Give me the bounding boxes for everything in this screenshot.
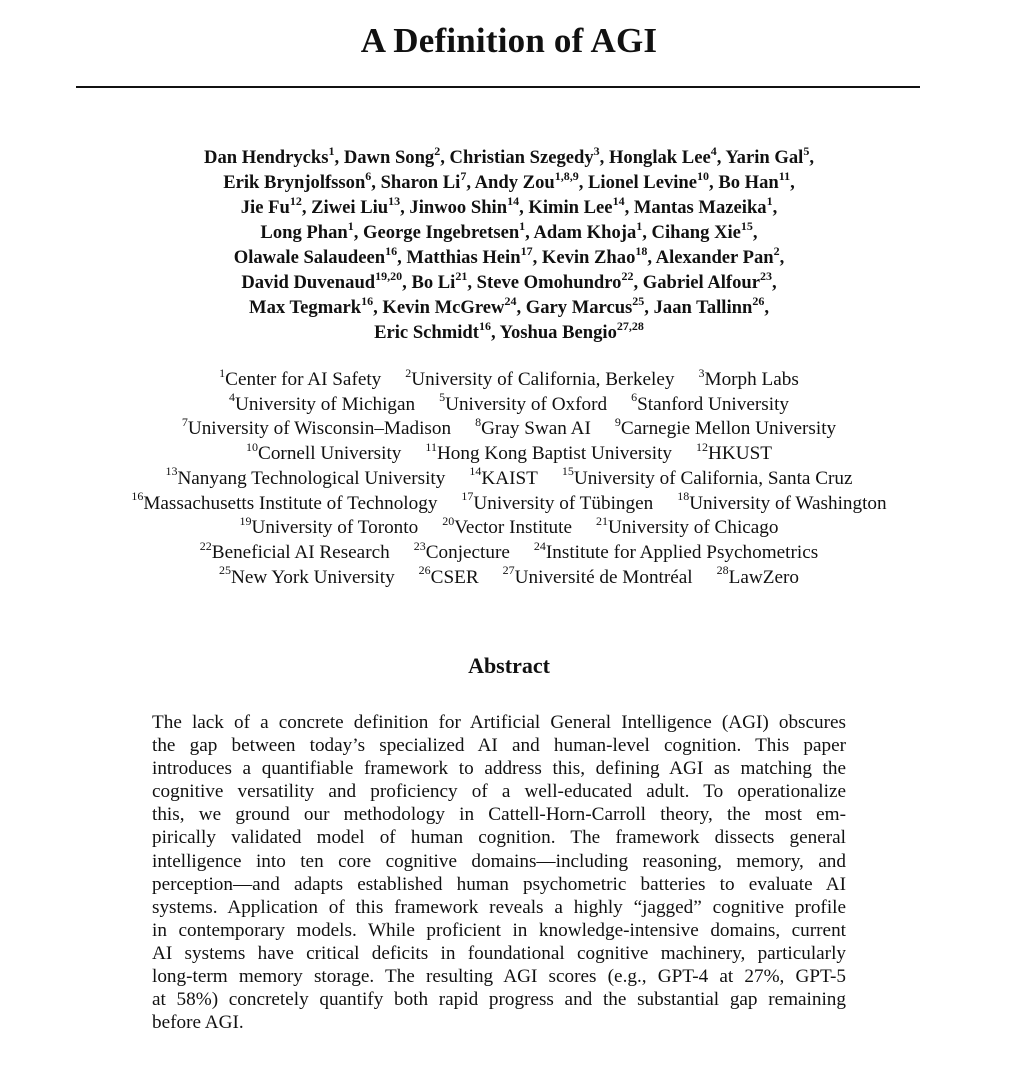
author	[499, 318, 644, 343]
author-name: Erik Brynjolfsson	[223, 172, 366, 193]
author-name: Bo Li	[411, 272, 456, 293]
author	[528, 193, 634, 218]
author-name: Cihang Xie	[651, 222, 741, 243]
author-affiliation-mark: 19,20	[375, 268, 403, 283]
author-name: Kevin McGrew	[382, 297, 505, 318]
affiliation-number: 16	[131, 489, 144, 504]
author-separator: ,	[397, 247, 407, 268]
author	[249, 293, 383, 318]
author-affiliation-mark: 1,8,9	[554, 168, 579, 183]
author-line	[60, 220, 958, 245]
author-name: George Ingebretsen	[363, 222, 520, 243]
author-name: Gary Marcus	[525, 297, 633, 318]
affiliation-number: 2	[405, 365, 412, 380]
affiliation-number: 25	[219, 563, 232, 578]
author	[525, 293, 654, 318]
author-name: Lionel Levine	[588, 172, 698, 193]
author-affiliation-mark: 12	[289, 193, 302, 208]
affiliation-number: 22	[199, 538, 212, 553]
affiliation-number: 24	[533, 538, 546, 553]
affiliation	[677, 489, 887, 514]
author-name: Bo Han	[718, 172, 779, 193]
affiliation	[425, 439, 672, 465]
affiliation	[475, 415, 591, 440]
abstract-line: this, we ground our methodology in Cattell-Horn-Carroll theory, the most em-	[152, 804, 846, 826]
affiliation-line	[0, 417, 1018, 442]
author	[241, 268, 412, 293]
affiliation-number: 5	[439, 390, 446, 405]
author-separator: ,	[633, 272, 643, 293]
author	[260, 218, 364, 243]
author-separator: ,	[400, 197, 410, 218]
author-name: Dawn Song	[343, 147, 435, 168]
affiliation	[413, 538, 510, 563]
affiliation-name: University of Chicago	[607, 517, 779, 539]
affiliation-number: 18	[677, 489, 690, 504]
author-separator: ,	[334, 147, 344, 168]
author-line	[60, 245, 958, 270]
affiliation-number: 23	[413, 538, 426, 553]
affiliation-name: Beneficial AI Research	[211, 541, 390, 563]
author-affiliation-mark: 13	[388, 193, 401, 208]
affiliation-number: 8	[475, 415, 482, 430]
affiliation	[698, 365, 799, 390]
affiliation	[405, 365, 675, 390]
affiliation-number: 17	[461, 489, 474, 504]
affiliation-number: 27	[502, 563, 515, 578]
author-name: Matthias Hein	[406, 247, 521, 268]
author-affiliation-mark: 23	[760, 268, 773, 283]
affiliation-name: University of California, Santa Cruz	[573, 467, 853, 489]
author-affiliation-mark: 16	[385, 243, 398, 258]
affiliation-line	[0, 464, 1018, 492]
affiliation-line	[0, 563, 1018, 591]
author-name: Max Tegmark	[249, 297, 362, 318]
author-separator: ,	[772, 272, 777, 293]
affiliation	[239, 513, 419, 539]
affiliation	[469, 464, 538, 489]
author	[343, 143, 450, 168]
affiliation-line	[0, 513, 1018, 541]
affiliation-line	[0, 365, 1018, 393]
author-name: Sharon Li	[380, 172, 461, 193]
abstract-line: intelligence into ten core cognitive domains—including reasoning, memory, and	[152, 850, 846, 872]
abstract-line: The lack of a concrete definition for Artificial General Intelligence (AGI) obscures	[152, 712, 846, 733]
affiliation	[219, 365, 382, 390]
affiliation-name: Carnegie Mellon University	[620, 418, 837, 440]
author-separator: ,	[578, 172, 589, 193]
affiliation-number: 28	[716, 563, 729, 578]
author	[725, 143, 814, 168]
author-name: Steve Omohundro	[476, 272, 622, 293]
author-affiliation-mark: 14	[507, 193, 520, 208]
author-separator: ,	[644, 297, 654, 318]
author-separator: ,	[516, 297, 526, 318]
author-affiliation-mark: 2	[773, 243, 780, 258]
affiliation	[219, 563, 395, 588]
affiliation-number: 20	[442, 513, 455, 528]
author-separator: ,	[353, 222, 364, 243]
author-name: Ziwei Liu	[311, 197, 389, 218]
author-separator: ,	[809, 147, 814, 168]
author-name: Gabriel Alfour	[642, 272, 761, 293]
author	[380, 168, 475, 193]
author-separator: ,	[779, 247, 785, 268]
affiliation	[461, 489, 654, 514]
author	[642, 268, 777, 293]
author-affiliation-mark: 1	[328, 143, 335, 158]
affiliation-name: Hong Kong Baptist University	[436, 443, 672, 465]
author-name: Honglak Lee	[608, 147, 711, 168]
affiliation	[442, 513, 572, 539]
affiliation	[246, 439, 402, 465]
author-separator: ,	[525, 222, 534, 243]
affiliation-number: 19	[239, 513, 252, 528]
author-name: Olawale Salaudeen	[233, 247, 386, 268]
author-affiliation-mark: 4	[710, 143, 717, 158]
affiliation-name: LawZero	[728, 566, 799, 588]
affiliation-name: University of Michigan	[234, 393, 416, 415]
affiliation-number: 14	[469, 464, 482, 479]
author-affiliation-mark: 3	[593, 143, 600, 158]
affiliation	[165, 464, 446, 489]
affiliation-line	[0, 538, 1018, 566]
author-name: Jinwoo Shin	[409, 197, 508, 218]
author-name: David Duvenaud	[241, 272, 376, 293]
author-line	[60, 170, 958, 195]
author-affiliation-mark: 21	[455, 268, 468, 283]
affiliation	[418, 563, 479, 588]
affiliation-number: 21	[595, 513, 608, 528]
abstract-line: systems. Application of this framework reveals a highly “jagged” cognitive profile	[152, 896, 846, 918]
author-name: Andy Zou	[474, 172, 555, 193]
author-list	[60, 145, 958, 345]
title-rule	[76, 86, 920, 88]
affiliation-name: Stanford University	[637, 393, 789, 415]
author-line	[60, 320, 958, 345]
affiliation-line	[0, 390, 1018, 418]
author-separator: ,	[402, 272, 412, 293]
author	[474, 168, 589, 193]
affiliation	[199, 538, 390, 563]
author	[608, 143, 726, 168]
abstract-line: perception—and adapts established human psychometric batteries to evaluate AI	[152, 873, 846, 895]
abstract-heading: Abstract	[468, 653, 550, 678]
author	[449, 143, 609, 168]
author	[409, 193, 529, 218]
affiliation-name: University of Wisconsin–Madison	[187, 418, 452, 440]
author	[233, 243, 407, 268]
author	[533, 218, 652, 243]
affiliation-name: Massachusetts Institute of Technology	[143, 492, 438, 514]
author-name: Kimin Lee	[528, 197, 613, 218]
author	[633, 193, 778, 218]
author-separator: ,	[764, 297, 769, 318]
affiliation-number: 9	[614, 415, 621, 430]
affiliation-number: 10	[246, 439, 259, 454]
author-affiliation-mark: 22	[621, 268, 634, 283]
affiliation-number: 15	[561, 464, 574, 479]
author-separator: ,	[373, 297, 383, 318]
affiliation-line	[0, 439, 1018, 467]
affiliation-number: 11	[425, 439, 437, 454]
author	[363, 218, 534, 243]
abstract-line: AI systems have critical deficits in foundational cognitive machinery, particularly	[152, 942, 846, 964]
affiliation-number: 1	[219, 365, 226, 380]
author-affiliation-mark: 17	[520, 243, 533, 258]
author	[382, 293, 526, 318]
affiliation-number: 6	[631, 390, 638, 405]
affiliation-name: HKUST	[708, 443, 772, 465]
author	[588, 168, 719, 193]
author-separator: ,	[752, 222, 758, 243]
author-affiliation-mark: 16	[361, 293, 374, 308]
author-line	[60, 195, 958, 220]
affiliation	[614, 415, 837, 440]
author-affiliation-mark: 14	[612, 193, 625, 208]
affiliation-name: University of Toronto	[251, 517, 419, 539]
author-affiliation-mark: 5	[803, 143, 810, 158]
author-separator: ,	[709, 172, 719, 193]
author	[240, 193, 312, 218]
author-line	[60, 270, 958, 295]
paper-title: A Definition of AGI	[360, 21, 658, 60]
author-affiliation-mark: 1	[347, 218, 354, 233]
affiliation-name: Cornell University	[258, 443, 402, 465]
author-separator: ,	[490, 322, 500, 343]
author-affiliation-mark: 2	[434, 143, 441, 158]
abstract-body	[152, 711, 846, 1034]
affiliation-line	[0, 489, 1018, 517]
author-separator: ,	[301, 197, 312, 218]
author-name: Kevin Zhao	[541, 247, 636, 268]
affiliation	[595, 513, 779, 539]
author-affiliation-mark: 16	[478, 318, 491, 333]
author-separator: ,	[772, 197, 778, 218]
affiliation-name: Center for AI Safety	[225, 369, 382, 390]
affiliation	[716, 563, 799, 588]
affiliation	[228, 390, 416, 415]
author-separator: ,	[440, 147, 450, 168]
author-separator: ,	[467, 272, 477, 293]
affiliation-name: Université de Montréal	[514, 566, 693, 588]
author-name: Christian Szegedy	[449, 147, 594, 168]
author	[406, 243, 542, 268]
affiliation-number: 26	[418, 563, 431, 578]
author-name: Alexander Pan	[655, 247, 774, 268]
author-affiliation-mark: 24	[504, 293, 517, 308]
author-affiliation-mark: 15	[740, 218, 753, 233]
author-affiliation-mark: 1	[519, 218, 526, 233]
affiliation-number: 12	[696, 439, 708, 454]
author-name: Eric Schmidt	[374, 322, 479, 343]
author-separator: ,	[519, 197, 529, 218]
affiliation-list	[0, 365, 1018, 590]
abstract-line: the gap between today’s specialized AI and human-level cognition. This paper	[152, 735, 846, 757]
author	[655, 243, 785, 268]
affiliation-name: Nanyang Technological University	[177, 467, 446, 489]
affiliation	[561, 464, 853, 489]
affiliation	[131, 489, 438, 514]
abstract-line: before AGI.	[152, 1012, 244, 1034]
affiliation-name: Vector Institute	[454, 517, 572, 539]
affiliation-name: University of Washington	[689, 492, 887, 514]
affiliation-name: Gray Swan AI	[481, 418, 591, 440]
author-affiliation-mark: 27,28	[616, 318, 644, 333]
affiliation	[533, 538, 819, 563]
abstract-line: in contemporary models. While proficient in knowledge-intensive domains, current	[152, 919, 846, 941]
abstract-line: long-term memory storage. The resulting AGI scores (e.g., GPT-4 at 27%, GPT-5	[152, 966, 846, 988]
author-line	[60, 145, 958, 170]
author	[651, 218, 758, 243]
abstract-line: pirically validated model of human cognition. The framework dissects general	[152, 827, 846, 849]
author-affiliation-mark: 26	[752, 293, 765, 308]
affiliation-name: New York University	[231, 566, 395, 588]
author-name: Mantas Mazeika	[633, 197, 767, 218]
abstract-line: at 58%) concretely quantify both rapid progress and the substantial gap remaining	[152, 989, 846, 1011]
author-affiliation-mark: 11	[778, 168, 791, 183]
author-separator: ,	[624, 197, 634, 218]
author	[311, 193, 410, 218]
author-affiliation-mark: 10	[697, 168, 710, 183]
affiliation-number: 7	[181, 415, 188, 430]
author-separator: ,	[716, 147, 726, 168]
author-affiliation-mark: 25	[632, 293, 645, 308]
affiliation-name: Conjecture	[425, 541, 510, 563]
affiliation	[696, 439, 772, 465]
author	[653, 293, 769, 318]
abstract-line: cognitive versatility and proficiency of a well-educated adult. To operationalize	[152, 781, 846, 803]
author-name: Yoshua Bengio	[499, 322, 617, 343]
author	[374, 318, 500, 343]
affiliation	[631, 390, 789, 415]
author-separator: ,	[371, 172, 381, 193]
author-name: Jaan Tallinn	[653, 297, 753, 318]
author-affiliation-mark: 1	[636, 218, 643, 233]
affiliation-name: University of Oxford	[445, 393, 608, 415]
author-name: Long Phan	[260, 222, 348, 243]
affiliation	[439, 390, 608, 415]
affiliation-name: University of Tübingen	[473, 492, 654, 514]
author-affiliation-mark: 7	[460, 168, 467, 183]
author	[411, 268, 477, 293]
author	[541, 243, 656, 268]
author-separator: ,	[647, 247, 656, 268]
author-name: Dan Hendrycks	[204, 147, 329, 168]
author-line	[60, 295, 958, 320]
author-separator: ,	[642, 222, 652, 243]
affiliation-name: University of California, Berkeley	[411, 369, 675, 390]
affiliation-number: 4	[228, 390, 235, 405]
author-separator: ,	[599, 147, 609, 168]
affiliation	[502, 563, 693, 588]
author-name: Jie Fu	[240, 197, 290, 218]
author-affiliation-mark: 18	[635, 243, 648, 258]
author-name: Yarin Gal	[725, 147, 804, 168]
author	[476, 268, 643, 293]
affiliation	[181, 415, 452, 440]
author-affiliation-mark: 6	[365, 168, 372, 183]
affiliation-name: CSER	[430, 566, 479, 588]
affiliation-number: 3	[698, 365, 705, 380]
author	[223, 168, 381, 193]
author-separator: ,	[466, 172, 475, 193]
affiliation-name: Morph Labs	[704, 369, 799, 390]
abstract-line: introduces a quantifiable framework to address this, defining AGI as matching the	[152, 758, 846, 780]
affiliation-number: 13	[165, 464, 178, 479]
author-separator: ,	[532, 247, 542, 268]
author-name: Adam Khoja	[533, 222, 637, 243]
affiliation-name: KAIST	[481, 467, 538, 489]
author	[718, 168, 795, 193]
author-affiliation-mark: 1	[766, 193, 773, 208]
affiliation-name: Institute for Applied Psychometrics	[545, 541, 819, 563]
author	[204, 143, 344, 168]
author-separator: ,	[790, 172, 795, 193]
